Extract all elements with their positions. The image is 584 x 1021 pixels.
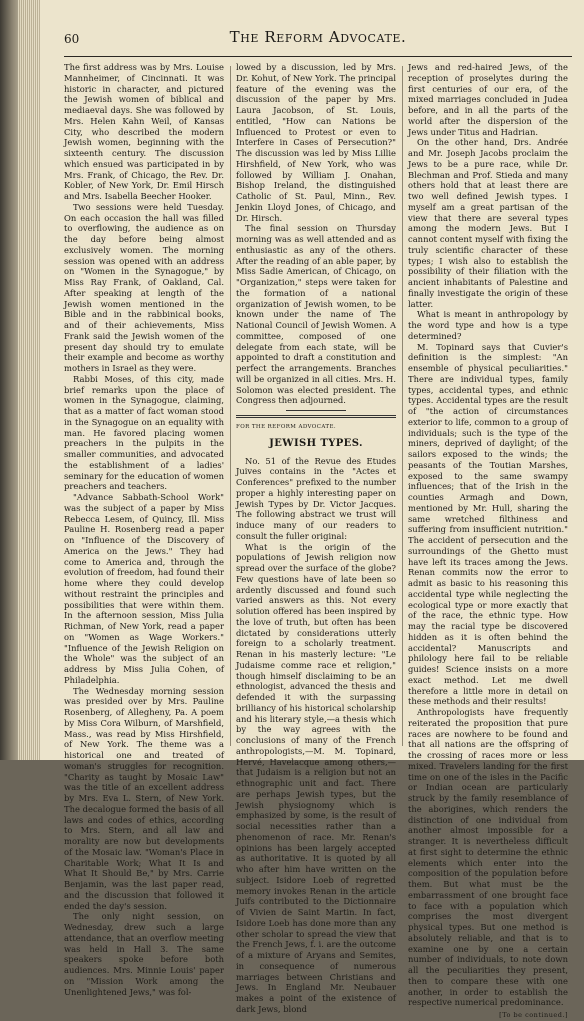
article-end-rule [286, 410, 346, 411]
paragraph: The only night session, on Wednesday, drew such a large attendance, that an overflow meeting was held in Hall 3. The same speakers spoke before both audiences. Mrs. Minnie Louis' paper on "Mission Work among the Unenlightened Jews," was fol- [64, 911, 224, 997]
text-columns [64, 62, 574, 1019]
document-page [40, 0, 584, 1019]
page-edges [18, 0, 40, 760]
paragraph: Two sessions were held Tuesday. On each occasion the hall was filled to overflowing, the audience as on the day before being almost exclusively women. The morning session was opened with an address on "Women in the Synagogue," by Miss Ray Frank, of Oakland, Cal. After speaking at length of the Jewish women mentioned in the Bible and in the rabbinical books, and of their achievements, Miss Frank said the Jewish women of the present day should try to emulate their example and become as worthy mothers in Israel as they were. [64, 201, 224, 373]
paragraph: lowed by a discussion, led by Mrs. Dr. Kohut, of New York. The principal feature of the evening was the discussion of the paper by Mrs. Laura Jacobson, of St. Louis, entitled, "How can Nations be Influenced to Protest or even to Interfere in Cases of Persecution?" The discussion was led by Miss Lillie Hirshfield, of New York, who was followed by William J. Onahan, Bishop Ireland, the distinguished Catholic of St. Paul, Minn., Rev. Jenkin Lloyd Jones, of Chicago, and Dr. Hirsch. [236, 62, 396, 223]
section-title: JEWISH TYPES. [269, 437, 363, 449]
paragraph: The final session on Thursday morning was as well attended and as enthusiastic as any of the others. After the reading of an able paper, by Miss Sadie American, of Chicago, on "Organization," steps were taken for the formation of a national organization of Jewish women, to be known under the name of The National Council of Jewish Women. A committee, composed of one delegate from each state, will be appointed to draft a constitution and perfect the arrangements. Branches will be organized in all cities. Mrs. H. Solomon was elected president. The Congress then adjourned. [236, 223, 396, 406]
paragraph: No. 51 of the Revue des Etudes Juives contains in the "Actes et Conferences" prefixed to the number proper a highly interesting paper on Jewish Types by Dr. Victor Jacques. The following abstract we trust will induce many of our readers to consult the fuller original: [236, 455, 396, 541]
paragraph: Rabbi Moses, of this city, made brief remarks upon the place of women in the Synagogue, claiming, that as a matter of fact woman stood in the Synagogue on an equality with man. He favored placing women preachers in the pulpits in the smaller communities, and advocated the establishment of a ladies' seminary for the education of women preachers and teachers. [64, 373, 224, 492]
journal-title: The Reform Advocate. [229, 28, 407, 46]
section-kicker: FOR THE REFORM ADVOCATE. [236, 424, 337, 430]
paragraph: "Advance Sabbath-School Work" was the subject of a paper by Miss Rebecca Lesem, of Quincy, Ill. Miss Pauline H. Rosenberg read a paper on "Influence of the Discovery of America on the Jews." They had come to America and, through the evolution of freedom, had found their home where they could develop without restraint the principles and possibilities that were within them. In the afternoon session, Miss Julia Richman, of New York, read a paper on "Women as Wage Workers." "Influence of the Jewish Religion on the Whole" was the subject of an address by Miss Julia Cohen, of Philadelphia. [64, 492, 224, 685]
paragraph: M. Topinard says that Cuvier's definition is the simplest: "An ensemble of physical peculiarities." There are individual types, family types, accidental types, and ethnic types. Accidental types are the result of "the action of circumstances exterior to life, common to a group of individuals; such is the type of the miners, deprived of daylight; of the sailors exposed to the winds; the peasants of the Toutian Marshes, exposed to the same swampy influences; that of the Irish in the counties Armagh and Down, mentioned by Mr. Hull, sharing the same wretched filthiness and suffering from insufficient nutrition." The accident of persecution and the surroundings of the Ghetto must have left its traces among the Jews. Renan commits now the error to admit as basic to his reasoning this accidental type while neglecting the ecological type or more exactly that of the race, the ethnic type. How may the racial type be discovered hidden as it is often behind the accidental? Manuscripts and philology here fail to be reliable guides! Science insists on a more exact method. Let me dwell therefore a little more in detail on these methods and their results! [408, 341, 568, 707]
paragraph: On the other hand, Drs. Andrée and Mr. Joseph Jacobs proclaim the Jews to be a pure race, while Dr. Blechman and Prof. Stieda and many others hold that at least there are two well defined Jewish types. I myself am a great partisan of the view that there are several types among the modern Jews. But I cannot content myself with fixing the truly scientific character of these types; I wish also to establish the possibility of their filiation with the ancient inhabitants of Palestine and finally investigate the origin of these latter. [408, 137, 568, 309]
continued-note: [To be continued.] [499, 1011, 568, 1019]
paragraph: Anthropologists have frequently reiterated the proposition that pure races are nowhere to be found and that all nations are the offspring of the crossing of races more or less mixed. Travelers landing for the first time on one of the isles in the Pacific or Indian ocean are particularly struck by the family resemblance of the aborigines, which renders the distinction of one individual from another almost impossible for a stranger. It is nevertheless difficult at first sight to determine the ethnic elements which enter into the composition of the population before them. But what must be the embarrassment of one brought face to face with a population which comprises the most divergent physical types. But one method is absolutely reliable, and that is to examine one by one a certain number of individuals, to note down all the peculiarities they present, then to compare these with one another, in order to establish the respective numerical predominance. [408, 707, 568, 1008]
section-double-rule [236, 415, 396, 418]
paragraph: Jews and red-haired Jews, of the reception of proselytes during the first centuries of our era, of the mixed marriages concluded in Judea before, and in all the parts of the world after the dispersion of the Jews under Titus and Hadrian. [408, 62, 568, 137]
paragraph: The first address was by Mrs. Louise Mannheimer, of Cincinnati. It was historic in character, and pictured the Jewish women of biblical and mediaeval days. She was followed by Mrs. Helen Kahn Weil, of Kansas City, who described the modern Jewish women, beginning with the sixteenth century. The discussion which ensued was participated in by Mrs. Frank, of Chicago, the Rev. Dr. Kobler, of New York, Dr. Emil Hirsch and Mrs. Isabella Beecher Hooker. [64, 62, 224, 201]
paragraph: What is meant in anthropology by the word type and how is a type determined? [408, 309, 568, 341]
column-divider [402, 66, 403, 746]
paragraph: What is the origin of the populations of Jewish religion now spread over the surface of the globe? Few questions have of late been so ardently discussed and found such varied answers as this. Not every solution offered has been inspired by the love of truth, but often has been dictated by considerations utterly foreign to a scholarly treatment. Renan in his masterly lecture: "Le Judaisme comme race et religion," though himself disclaiming to be an ethnologist, advanced the thesis and defended it with the surpassing brilliancy of his historical scholarship and his literary style,—a thesis which by the way agrees with the conclusions of many of the French anthropologists,—M. M. Topinard, Hervé, Havelacque among others,—that Judaism is a religion but not an ethnographic unit and fact. There are perhaps Jewish types, but the Jewish physiognomy which is emphasized by some, is the result of social necessities rather than a phenomenon of race. Mr. Renan's opinions has been largely accepted as authoritative. It is quoted by all who after him have written on the subject. Isidore Loeb of regretted memory invokes Renan in the article Juifs contributed to the Dictionnaire of Vivien de Saint Martin. In fact, Isidore Loeb has done more than any other scholar to spread the view that the French Jews, f. i. are the outcome of a mixture of Aryans and Semites, in consequence of numerous marriages between Christians and Jews. In England Mr. Neubauer makes a point of the existence of dark Jews, blond [236, 541, 396, 1014]
column-1 [64, 62, 224, 997]
header-rule [64, 56, 572, 57]
page-header [64, 10, 572, 50]
page-number: 60 [64, 32, 80, 46]
column-divider [230, 66, 231, 746]
column-3 [408, 62, 568, 1021]
paragraph: The Wednesday morning session was presided over by Mrs. Pauline Rosenberg, of Allegheny, Pa. A poem by Miss Cora Wilburn, of Marshfield, Mass., was read by Miss Hirshfield, of New York. The theme was a historical one and treated of woman's struggles for recognition. "Charity as taught by Mosaic Law" was the title of an excellent address by Mrs. Eva L. Stern, of New York. The decalogue formed the basis of all laws and codes of ethics, according to Mrs. Stern, and all law and morality are now but developments of the Mosaic law. "Woman's Place in Charitable Work; What It Is and What It Should Be," by Mrs. Carrie Benjamin, was the last paper read, and the discussion that followed it ended the day's session. [64, 685, 224, 911]
column-2 [236, 62, 396, 1015]
